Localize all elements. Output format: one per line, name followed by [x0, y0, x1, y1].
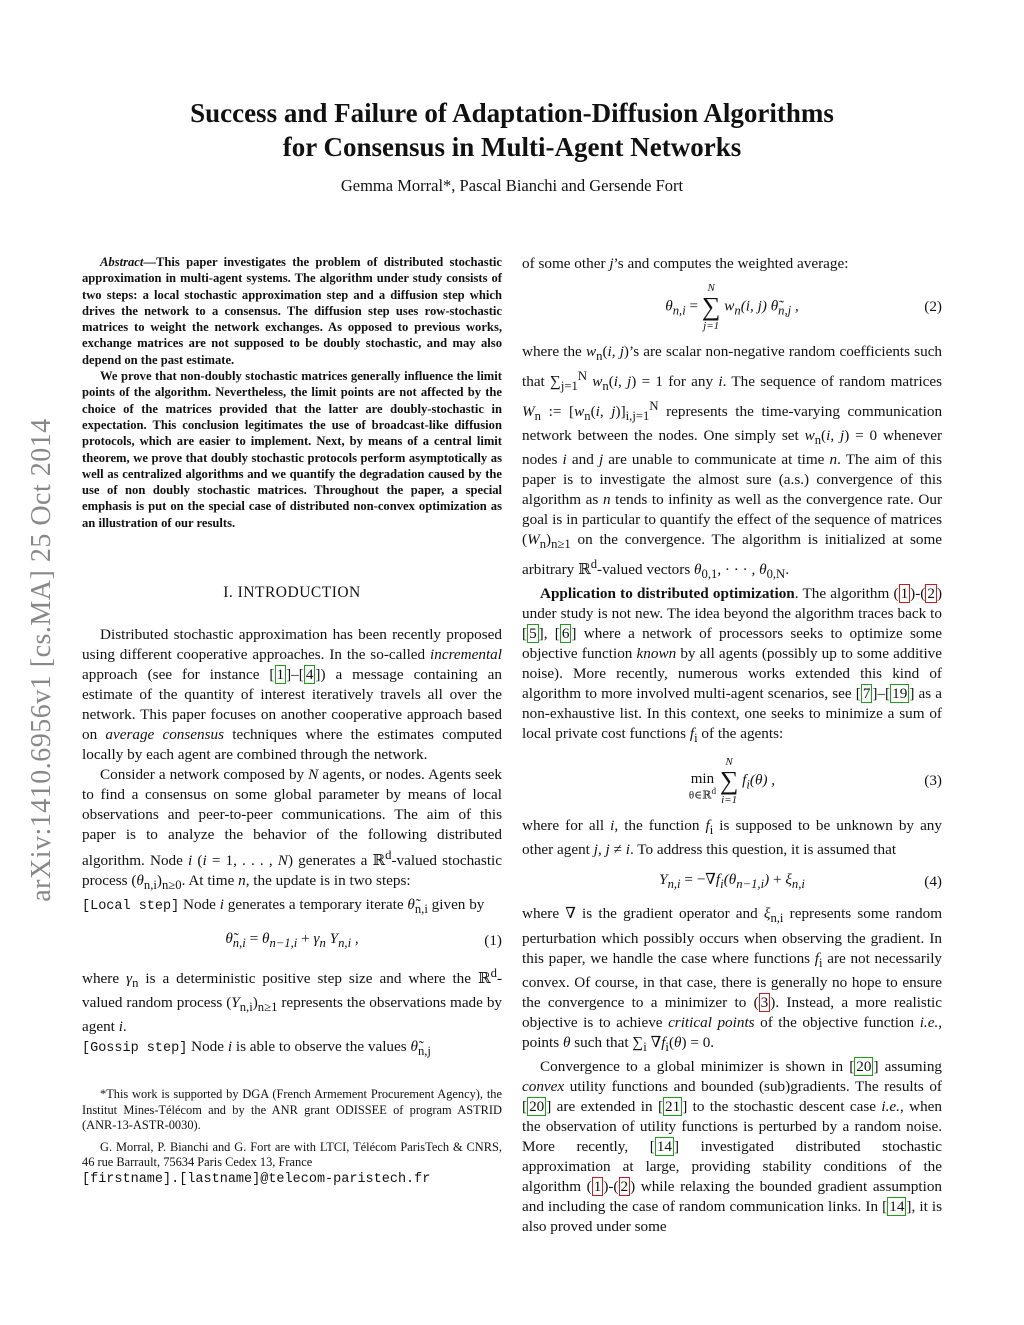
left-column [82, 254, 502, 1193]
citation-link[interactable]: 4 [305, 666, 314, 684]
abstract: Abstract—This paper investigates the problem of distributed stochastic approximation in multi-agent systems. The algorithm under study consists of two steps: a local stochastic approximation step and a diffusion step which drives the network to a consensus. The diffusion step uses row-stochastic matrices to weight the network exchanges. As opposed to previous works, exchange matrices are not supposed to be doubly stochastic, and may also depend on the past estimate. We prove that non-doubly stochastic matrices generally influence the limit points of the algorithm. Nevertheless, the limit points are not affected by the choice of the matrices provided that the latter are doubly-stochastic in expectation. This conclusion legitimates the use of broadcast-like diffusion protocols, which are easier to implement. Next, by means of a central limit theorem, we prove that doubly stochastic protocols perform asymptotically as well as centralized algorithms and we quantify the degradation caused by the use of non doubly stochastic matrices. Throughout the paper, a special emphasis is put on the special case of distributed non-convex optimization as an illustration of our results. [82, 255, 502, 530]
intro-paragraph-2: Consider a network composed by N agents, or nodes. Agents seek to find a consensus on some global parameter by means of local observations and peer-to-peer communications. The aim of this paper is to analyze the behavior of the following distributed algorithm. Node i (i = 1, . . . , N) generates a ℝ$^d$-valued stochastic process $(\theta_{n,i})_{n\ge 0}$. At time n, the update is in two steps: [82, 766, 503, 893]
equation-2: $\theta_{n,i}$ = N ∑ j=1 $w_n(i$, j) $\thetã_{n,j}$ , (2) [665, 282, 942, 332]
after-eq1-paragraph: where $\gamma_n$ is a deterministic positive step size and where the ℝ$^d$-valued random process $(Y_{n,i})_{n\ge 1}$ represents the observations made by agent i. [82, 966, 503, 1036]
paper-title [120, 96, 904, 164]
local-step-paragraph: [Local step] Node i generates a temporary iterate $\thetã_{n,i}$ given by [82, 896, 485, 917]
section-heading: I. INTRODUCTION [223, 584, 361, 602]
equation-ref-link[interactable]: 1 [900, 585, 909, 603]
authors: Gemma Morral*, Pascal Bianchi and Gersende Fort [340, 176, 684, 195]
right-paragraph-1: of some other j’s and computes the weighted average: [522, 255, 849, 272]
equation-number: (3) [924, 772, 942, 790]
citation-link[interactable]: 19 [892, 685, 908, 703]
local-step-label: [Local step] [82, 899, 180, 915]
citation-link[interactable]: 5 [529, 625, 537, 643]
citation-link[interactable]: 6 [561, 625, 570, 643]
intro-paragraph-1: Distributed stochastic approximation has been recently proposed using different cooperative approaches. In the so-called incremental approach (see for instance [ 1 ]–[ 4 ]) a message containing an estimate of the quantity of interest iteratively travels all over the network. This paper focuses on another cooperative approach based on average consensus techniques where the estimates computed locally by each agent are combined through the network. [82, 626, 503, 764]
author-email: [firstname].[lastname]@telecom-paristech.fr [82, 1171, 431, 1187]
citation-link[interactable]: 14 [656, 1137, 672, 1155]
title-line-2: for Consensus in Multi-Agent Networks [282, 132, 742, 162]
gossip-step-paragraph: [Gossip step] Node i is able to observe the values $\thetã_{n,j}$ [82, 1038, 431, 1059]
footnotes [82, 1087, 502, 1187]
equation-number: (2) [924, 298, 942, 315]
citation-link[interactable]: 7 [862, 685, 871, 703]
arxiv-stamp [12, 360, 72, 960]
equation-3: min θ∈ℝ$^d$ N ∑ i=1 $f_i(\theta)$ , (3) [688, 756, 942, 807]
application-heading: Application to distributed optimization [540, 585, 795, 603]
citation-link[interactable]: 21 [665, 1097, 681, 1115]
abstract-label: Abstract [100, 255, 144, 269]
equation-ref-link[interactable]: 1 [593, 1177, 602, 1195]
equation-4: $Y_{n,i} = -\nabla f_i(\theta_{n-1,i}) + \xi_{n,i}$ (4) [659, 871, 942, 892]
citation-link[interactable]: 1 [276, 666, 285, 684]
right-paragraph-5: where ∇ is the gradient operator and $\xi_{n,i}$ represents some random perturbation which possibly occurs when observing the gradient. In this paper, we handle the case where functions $f_i$ are not necessarily convex. Of course, in that case, there is generally no hope to ensure the convergence to a minimizer to ( 3 ). Instead, a more realistic objective is to achieve critical points of the objective function i.e., points θ such that $\sum_i$ $\nabla f_i(\theta) = 0$. [522, 905, 943, 1054]
citation-link[interactable]: 20 [856, 1057, 872, 1075]
right-column [522, 254, 942, 1237]
abstract-p2: We prove that non-doubly stochastic matrices generally influence the limit points of the algorithm. Nevertheless, the limit points are not affected by the choice of the matrices provided that the latter are doubly-stochastic in expectation. This conclusion legitimates the use of broadcast-like diffusion protocols, which are easier to implement. Next, by means of a central limit theorem, we prove that doubly stochastic protocols perform asymptotically as well as centralized algorithms and we quantify the degradation caused by the use of non doubly stochastic matrices. Throughout the paper, a special emphasis is put on the special case of distributed non-convex optimization as an illustration of our results. [82, 369, 502, 530]
footnote-affiliation: G. Morral, P. Bianchi and G. Fort are with LTCI, Télécom ParisTech & CNRS, 46 rue Barrault, 75634 Paris Cedex 13, France [firstname].[lastname]@telecom-paristech.fr [82, 1139, 502, 1187]
equation-number: (4) [924, 873, 942, 891]
right-paragraph-2: where the $w_n(i$, j)’s are scalar non-negative random coefficients such that $\sum_{j=1}^N$ $w_n(i$, j) = 1 for any i. The sequence of random matrices $W_n$ := [$w_n(i$, $j)]_{i,j=1}^N$ represents the time-varying communication network between the nodes. One simply set $w_n(i$, j) = 0 whenever nodes i and j are unable to communicate at time n. The aim of this paper is to investigate the almost sure (a.s.) convergence of this algorithm as n tends to infinity as well as the convergence rate. Our goal is in particular to quantify the effect of the sequence of matrices $(W_n)_{n\ge 1}$ on the convergence. The algorithm is initialized at some arbitrary ℝ$^d$-valued vectors $\theta_{0,1}$, · · · , $\theta_{0,N}$. [522, 343, 943, 582]
arxiv-id: arXiv:1410.6956v1 [cs.MA] 25 Oct 2014 [26, 418, 57, 902]
right-paragraph-4: where for all i, the function $f_i$ is supposed to be unknown by any other agent j, j ≠ i. To address this question, it is assumed that [522, 817, 942, 859]
citation-link[interactable]: 14 [889, 1197, 905, 1215]
equation-ref-link[interactable]: 2 [620, 1177, 629, 1195]
equation-number: (1) [484, 932, 502, 950]
abstract-p1: This paper investigates the problem of distributed stochastic approximation in multi-agent systems. The algorithm under study consists of two steps: a local stochastic approximation step and a diffusion step which drives the network to a consensus. The diffusion step uses row-stochastic matrices to weight the network exchanges. As opposed to previous works, exchange matrices are not supposed to be doubly stochastic, and may also depend on the past estimate. [82, 255, 502, 367]
equation-ref-link[interactable]: 3 [760, 993, 769, 1011]
gossip-step-label: [Gossip step] [82, 1041, 188, 1057]
equation-1: $\thetã_{n,i} = \theta_{n-1,i} + \gamma_n$ $Y_{n,i}$ , (1) [225, 930, 502, 951]
application-paragraph: Application to distributed optimization. The algorithm ( 1 )-( 2 ) under study is not new. The idea beyond the algorithm traces back to [ 5 ], [ 6 ] where a network of processors seeks to optimize some objective function known by all agents (possibly up to some additive noise). More recently, numerous works extended this kind of algorithm to more involved multi-agent scenarios, see [ 7 ]–[ 19 ] as a non-exhaustive list. In this context, one seeks to minimize a sum of local private cost functions $f_i$ of the agents: [522, 585, 943, 746]
equation-ref-link[interactable]: 2 [927, 585, 935, 603]
citation-link[interactable]: 20 [529, 1097, 545, 1115]
right-paragraph-6: Convergence to a global minimizer is shown in [ 20 ] assuming convex utility functions and bounded (sub)gradients. The results of [ 20 ] are extended in [ 21 ] to the stochastic descent case i.e., when the observation of utility functions is perturbed by a random noise. More recently, [ 14 ] investigated distributed stochastic approximation at large, providing stability conditions of the algorithm ( 1 )-( 2 ) while relaxing the bounded gradient assumption and including the case of random communication links. In [ 14 ], it is also proved under some [522, 1057, 943, 1235]
title-line-1: Success and Failure of Adaptation-Diffusion Algorithms [190, 98, 834, 128]
footnote-funding: *This work is supported by DGA (French Armement Procurement Agency), the Institut Mines-Télécom and by the ANR grant ODISSEE of program ASTRID (ANR-13-ASTR-0030). [82, 1087, 502, 1133]
